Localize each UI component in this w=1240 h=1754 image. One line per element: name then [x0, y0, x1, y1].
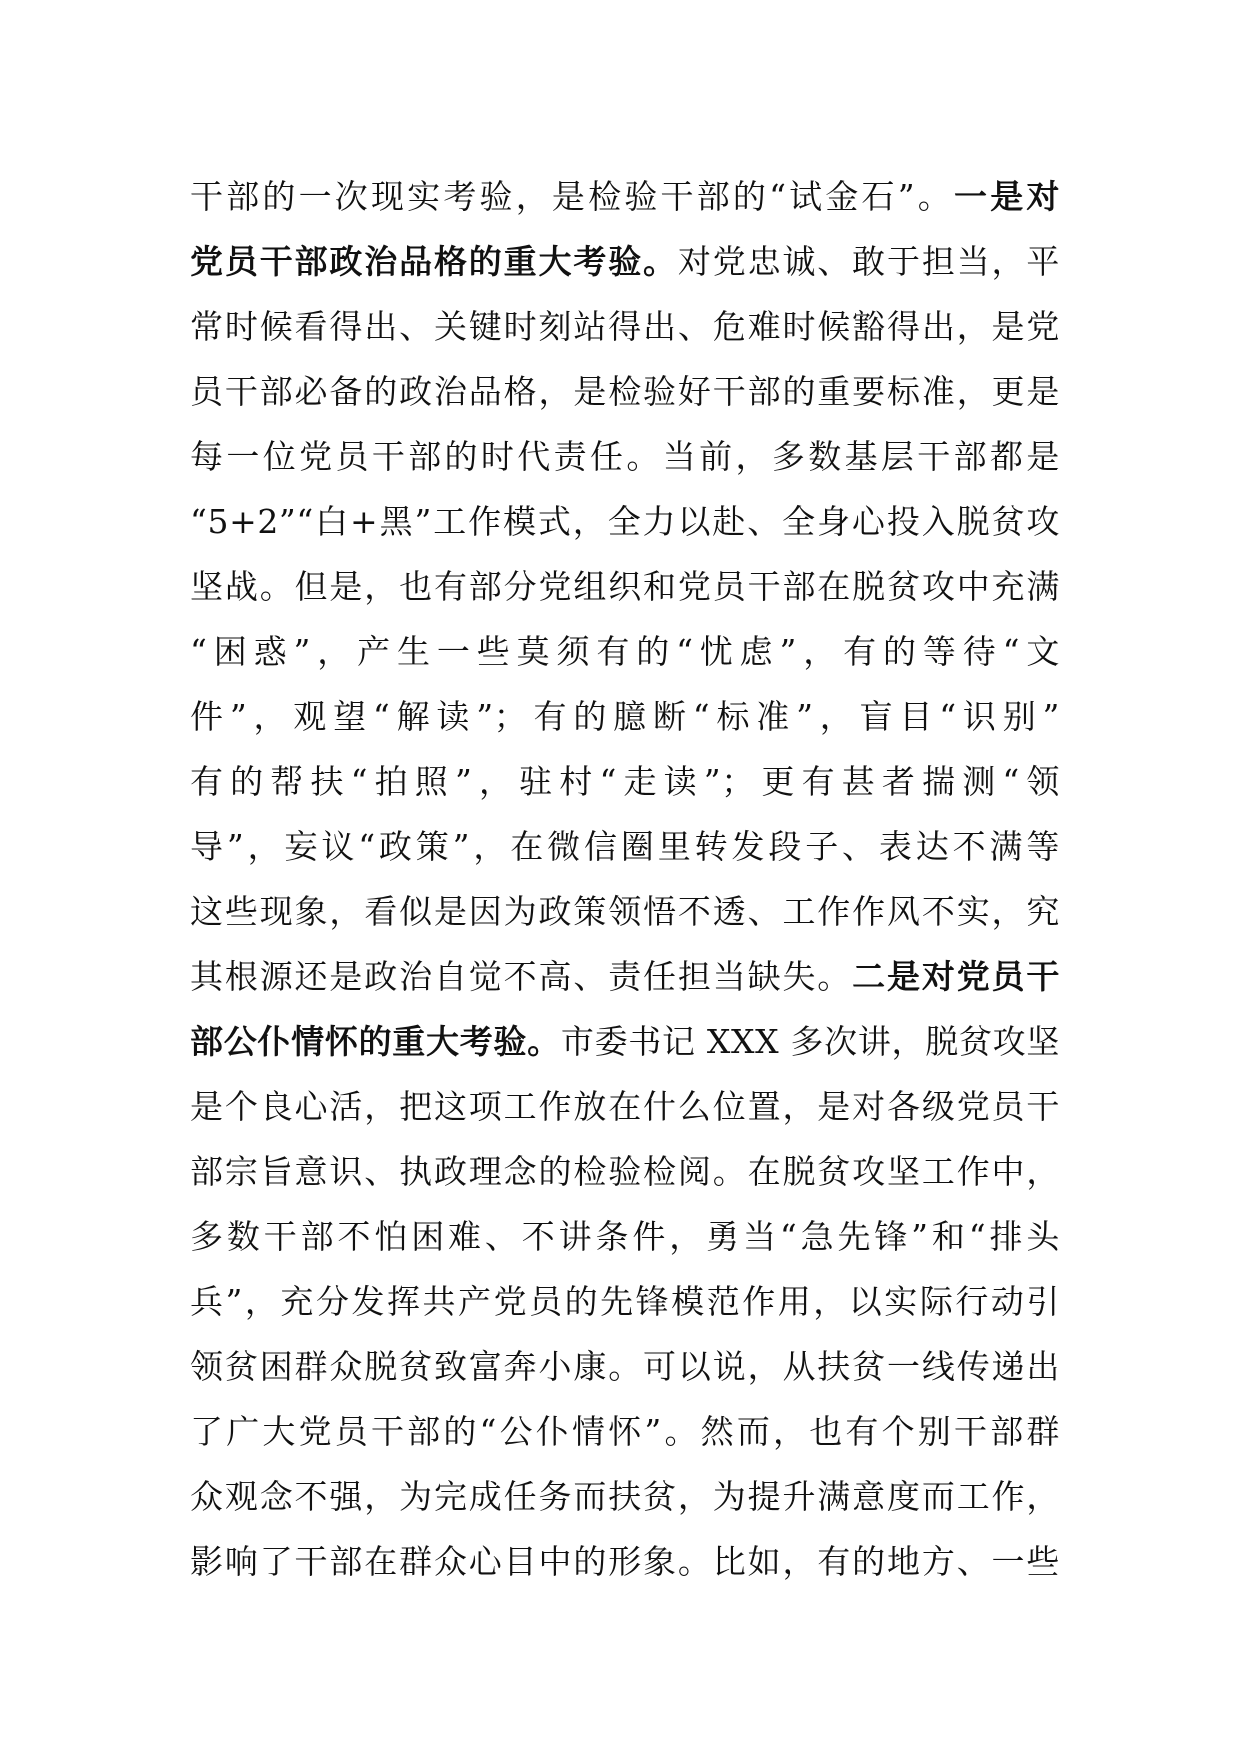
bold-heading-text: 部公仆情怀的重大考验。 [190, 1022, 561, 1061]
text-line [190, 814, 1060, 879]
text-line [190, 1204, 1060, 1269]
text-line [190, 1139, 1060, 1204]
text-line [190, 1399, 1060, 1464]
bold-heading-text: 一是对 [954, 177, 1060, 216]
body-text-segment: 员干部必备的政治品格，是检验好干部的重要标准，更是 [190, 372, 1060, 411]
body-text-segment: 众观念不强，为完成任务而扶贫，为提升满意度而工作， [190, 1477, 1060, 1516]
text-line [190, 684, 1060, 749]
text-line [190, 944, 1060, 1009]
body-text-segment: 这些现象，看似是因为政策领悟不透、工作作风不实，究 [190, 892, 1060, 931]
text-line [190, 424, 1060, 489]
body-text-segment: 兵”，充分发挥共产党员的先锋模范作用，以实际行动引 [190, 1282, 1060, 1321]
body-text-segment: 对党忠诚、敢于担当，平 [677, 242, 1060, 281]
body-text-segment: 坚战。但是，也有部分党组织和党员干部在脱贫攻中充满 [190, 567, 1060, 606]
text-line [190, 879, 1060, 944]
body-text-segment: 每一位党员干部的时代责任。当前，多数基层干部都是 [190, 437, 1060, 476]
body-text-segment: 了广大党员干部的“公仆情怀”。然而，也有个别干部群 [190, 1412, 1060, 1451]
text-line [190, 619, 1060, 684]
text-line [190, 554, 1060, 619]
bold-heading-text: 二是对党员干 [852, 957, 1060, 996]
body-text-segment: “5+2”“白+黑”工作模式，全力以赴、全身心投入脱贫攻 [190, 502, 1060, 541]
body-text-segment: 常时候看得出、关键时刻站得出、危难时候豁得出，是党 [190, 307, 1060, 346]
body-text-segment: 干部的一次现实考验，是检验干部的“试金石”。 [190, 177, 954, 216]
text-line [190, 749, 1060, 814]
text-line [190, 359, 1060, 424]
body-text-segment: 多数干部不怕困难、不讲条件，勇当“急先锋”和“排头 [190, 1217, 1060, 1256]
body-text [190, 164, 1060, 1594]
body-text-segment: 领贫困群众脱贫致富奔小康。可以说，从扶贫一线传递出 [190, 1347, 1060, 1386]
body-text-segment: 市委书记 XXX 多次讲，脱贫攻坚 [560, 1022, 1060, 1061]
text-line [190, 164, 1060, 229]
body-text-segment: 影响了干部在群众心目中的形象。比如，有的地方、一些 [190, 1542, 1060, 1581]
body-text-segment: 部宗旨意识、执政理念的检验检阅。在脱贫攻坚工作中， [190, 1152, 1060, 1191]
bold-heading-text: 党员干部政治品格的重大考验。 [190, 242, 678, 281]
body-text-segment: “困惑”，产生一些莫须有的“忧虑”，有的等待“文 [190, 632, 1060, 671]
text-line [190, 1074, 1060, 1139]
body-text-segment: 件”，观望“解读”；有的臆断“标准”，盲目“识别” [190, 697, 1060, 736]
text-line [190, 229, 1060, 294]
text-line [190, 1529, 1060, 1594]
body-text-segment: 导”，妄议“政策”，在微信圈里转发段子、表达不满等 [190, 827, 1060, 866]
text-line [190, 489, 1060, 554]
body-text-segment: 有的帮扶“拍照”，驻村“走读”；更有甚者揣测“领 [190, 762, 1060, 801]
text-line [190, 1464, 1060, 1529]
body-text-segment: 是个良心活，把这项工作放在什么位置，是对各级党员干 [190, 1087, 1060, 1126]
text-line [190, 1269, 1060, 1334]
text-line [190, 1009, 1060, 1074]
text-line [190, 1334, 1060, 1399]
body-text-segment: 其根源还是政治自觉不高、责任担当缺失。 [190, 957, 853, 996]
text-line [190, 294, 1060, 359]
